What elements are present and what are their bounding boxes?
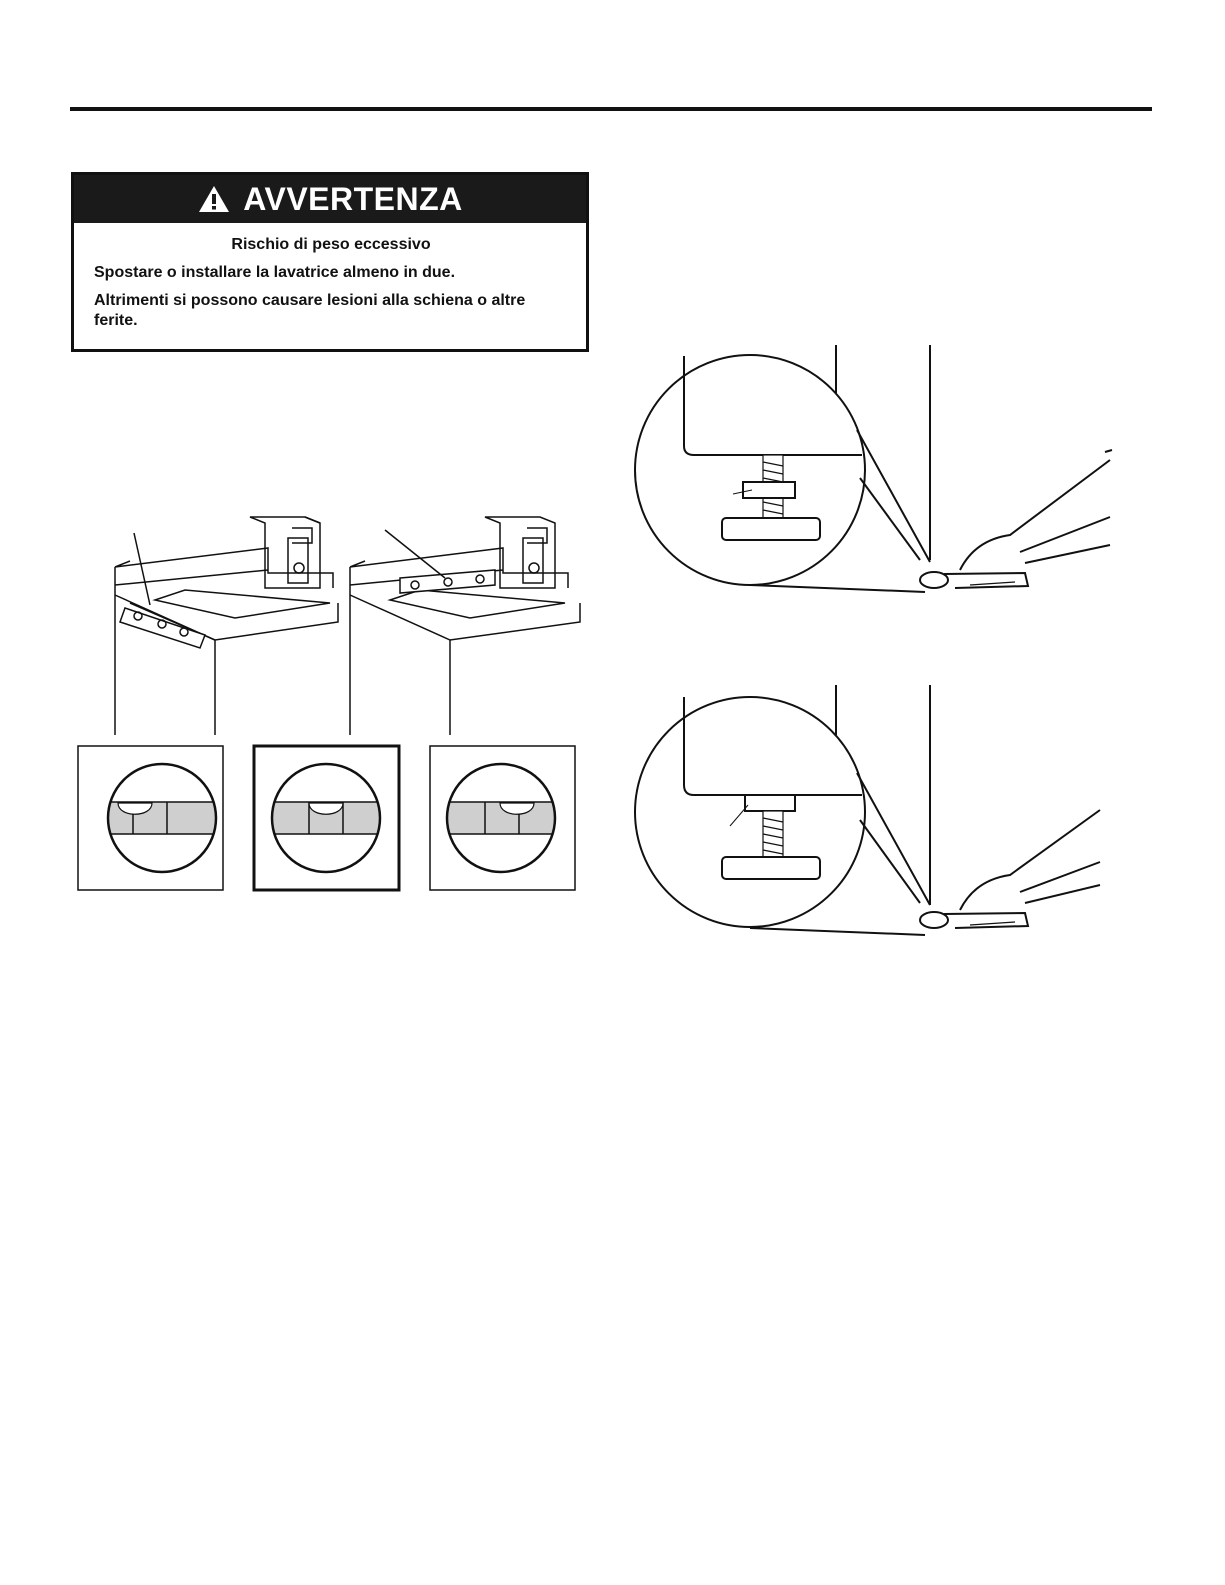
- bubble-inset-left: [78, 746, 228, 890]
- washer-front-level-illustration: [115, 517, 338, 735]
- warning-line-1: Spostare o installare la lavatrice almeno in due.: [94, 264, 456, 281]
- warning-line-2: Altrimenti si possono causare lesioni alla schiena o altre ferite.: [94, 292, 526, 329]
- washer-top-level-illustration: [350, 517, 580, 735]
- bubble-inset-center: [254, 746, 399, 890]
- warning-subtitle: Rischio di peso eccessivo: [231, 236, 431, 253]
- leveling-foot-detail-tight: [635, 685, 1100, 935]
- warning-title: AVVERTENZA: [243, 180, 463, 217]
- leveling-foot-detail-loose: [635, 345, 1112, 592]
- bubble-inset-right: [430, 746, 575, 890]
